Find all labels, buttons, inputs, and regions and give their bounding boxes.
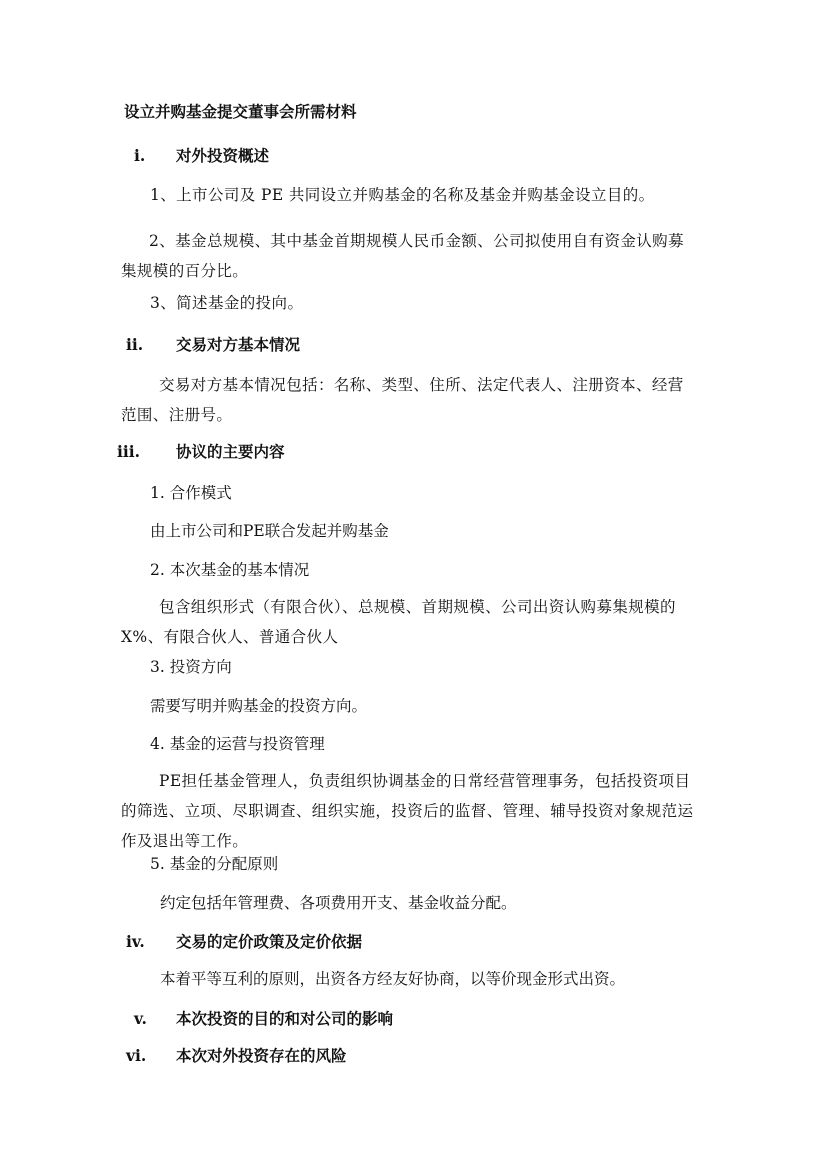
section-numeral: i. [134, 146, 146, 165]
section-heading: 本次投资的目的和对公司的影响 [176, 1009, 394, 1028]
paragraph: 本着平等互利的原则，出资各方经友好协商，以等价现金形式出资。 [160, 970, 626, 988]
paragraph: 2、基金总规模、其中基金首期规模人民币金额、公司拟使用自有资金认购募集规模的百分比。 [121, 232, 684, 280]
document-title: 设立并购基金提交董事会所需材料 [124, 102, 357, 121]
section-heading: 本次对外投资存在的风险 [176, 1046, 347, 1065]
section-numeral: iii. [117, 442, 141, 461]
subheading: 3. 投资方向 [150, 658, 232, 676]
section-heading: 对外投资概述 [176, 146, 270, 165]
subheading: 2. 本次基金的基本情况 [150, 561, 310, 579]
paragraph: 包含组织形式（有限合伙）、总规模、首期规模、公司出资认购募集规模的X%、有限合伙人、普通合伙人 [121, 598, 676, 646]
subheading: 5. 基金的分配原则 [150, 855, 279, 873]
paragraph: PE担任基金管理人，负责组织协调基金的日常经营管理事务，包括投资项目的筛选、立项、尽职调查、组织实施，投资后的监督、管理、辅导投资对象规范运作及退出等工作。 [121, 772, 694, 850]
subheading: 4. 基金的运营与投资管理 [150, 735, 325, 753]
section-numeral: ii. [126, 335, 144, 354]
section-numeral: v. [134, 1009, 147, 1028]
subheading: 1. 合作模式 [150, 484, 232, 502]
section-heading: 协议的主要内容 [176, 442, 285, 461]
paragraph: 需要写明并购基金的投资方向。 [150, 697, 368, 715]
section-numeral: vi. [126, 1046, 147, 1065]
section-numeral: iv. [126, 932, 145, 951]
paragraph: 1、上市公司及 PE 共同设立并购基金的名称及基金并购基金设立目的。 [150, 186, 655, 204]
paragraph: 3、简述基金的投向。 [150, 294, 304, 312]
paragraph: 由上市公司和PE联合发起并购基金 [150, 522, 389, 540]
section-heading: 交易对方基本情况 [176, 335, 301, 354]
paragraph: 约定包括年管理费、各项费用开支、基金收益分配。 [160, 894, 517, 912]
paragraph: 交易对方基本情况包括：名称、类型、住所、法定代表人、注册资本、经营范围、注册号。 [121, 376, 684, 424]
section-heading: 交易的定价政策及定价依据 [176, 932, 363, 951]
